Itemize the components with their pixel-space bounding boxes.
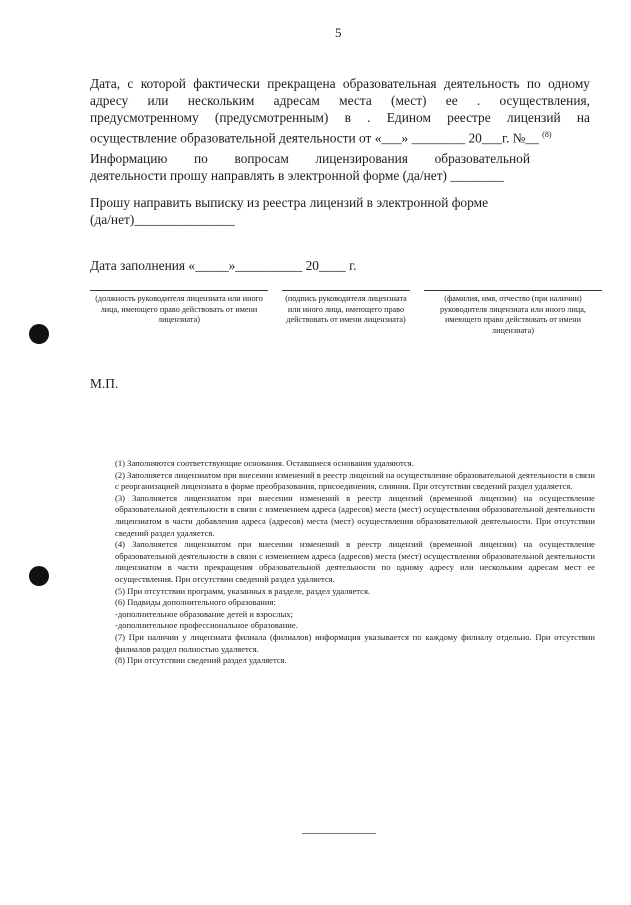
footnote: -дополнительное профессиональное образование. [115, 620, 298, 631]
text-line: осуществление образовательной деятельности от «___» ________ 20___г. №__ [90, 130, 539, 146]
footnote: (3) Заполняется лицензиатом при внесении изменений в реестр лицензий (временной лицензии) на осуществление образовательной деятельности в связи с изменением адреса (адресов) места (мест) осуществления образовательной деятельности лицензиатом в части добавления адреса (адресов) места (мест) осуществления образовательной деятельности. При отсутствии сведений раздел удаляется. [115, 492, 595, 538]
signature-rule [424, 290, 602, 291]
footnote: (5) При отсутствии программ, указанных в разделе, раздел удаляется. [115, 585, 371, 596]
text-line: предусмотренному (предусмотренным) в . Едином реестре лицензий на [90, 110, 590, 125]
caption-text: (должность руководителя лицензиата или иного лица, имеющего право действовать от имени лицензиата) [95, 294, 263, 325]
fill-date-line: Дата заполнения «_____»__________ 20____ г. [90, 258, 357, 273]
punch-hole-bottom [29, 566, 49, 586]
text-line: деятельности прошу направлять в электронной форме (да/нет) ________ [90, 168, 504, 183]
text-line: Дата, с которой фактически прекращена образовательная деятельность по одному [90, 76, 590, 91]
registry-extract-paragraph [90, 194, 530, 228]
signature-caption-signature [282, 290, 410, 326]
text-line: адресу или нескольким адресам места (мест) ее . осуществления, [90, 93, 590, 108]
footnote: -дополнительное образование детей и взрослых; [115, 608, 293, 619]
caption-text: (фамилия, имя, отчество (при наличии) руководителя лицензиата или иного лица, имеющего право действовать от имени лицензиата) [440, 294, 586, 335]
footnote: (4) Заполняется лицензиатом при внесении изменений в реестр лицензий (временной лицензии) на осуществление образовательной деятельности в связи с изменением адреса (адресов) места (мест) осуществления образовательной деятельности лицензиатом в части прекращения образовательной деятельности по одному адресу или нескольким адресам мест ее осуществления. При отсутствии сведений раздел удаляется. [115, 539, 595, 584]
cessation-date-paragraph [90, 75, 590, 146]
text-line: Информацию по вопросам лицензирования образовательной [90, 151, 530, 166]
footnote: (6) Подвиды дополнительного образования: [115, 597, 276, 608]
footnotes [115, 458, 595, 667]
footnote: (7) При наличии у лицензиата филиала (филиалов) информация указывается по каждому филиалу отдельно. При отсутствии филиалов раздел полностью удаляется. [115, 631, 595, 654]
electronic-info-paragraph [90, 150, 530, 184]
signature-caption-position [90, 290, 268, 326]
text-line: Прошу направить выписку из реестра лицензий в электронной форме [90, 195, 489, 210]
bottom-dash [302, 833, 376, 834]
text-line: (да/нет)_______________ [90, 212, 235, 227]
caption-text: (подпись руководителя лицензиата или иного лица, имеющего право действовать от имени лицензиата) [285, 294, 407, 325]
footnote-mark: (8) [542, 130, 552, 139]
footnote: (8) При отсутствии сведений раздел удаляется. [115, 655, 287, 666]
stamp-place-label: М.П. [90, 376, 119, 391]
footnote: (2) Заполняется лицензиатом при внесении изменений в реестр лицензий на осуществление образовательной деятельности в связи с реорганизацией лицензиата в форме преобразования, присоединения, слияния. При отсутствии сведений раздел удаляется. [115, 469, 595, 492]
signature-rule [282, 290, 410, 291]
signature-rule [90, 290, 268, 291]
footnote: (1) Заполняются соответствующие основания. Оставшиеся основания удаляются. [115, 458, 414, 468]
punch-hole-top [29, 324, 49, 344]
signature-caption-name [424, 290, 602, 336]
page-number: 5 [335, 25, 342, 40]
